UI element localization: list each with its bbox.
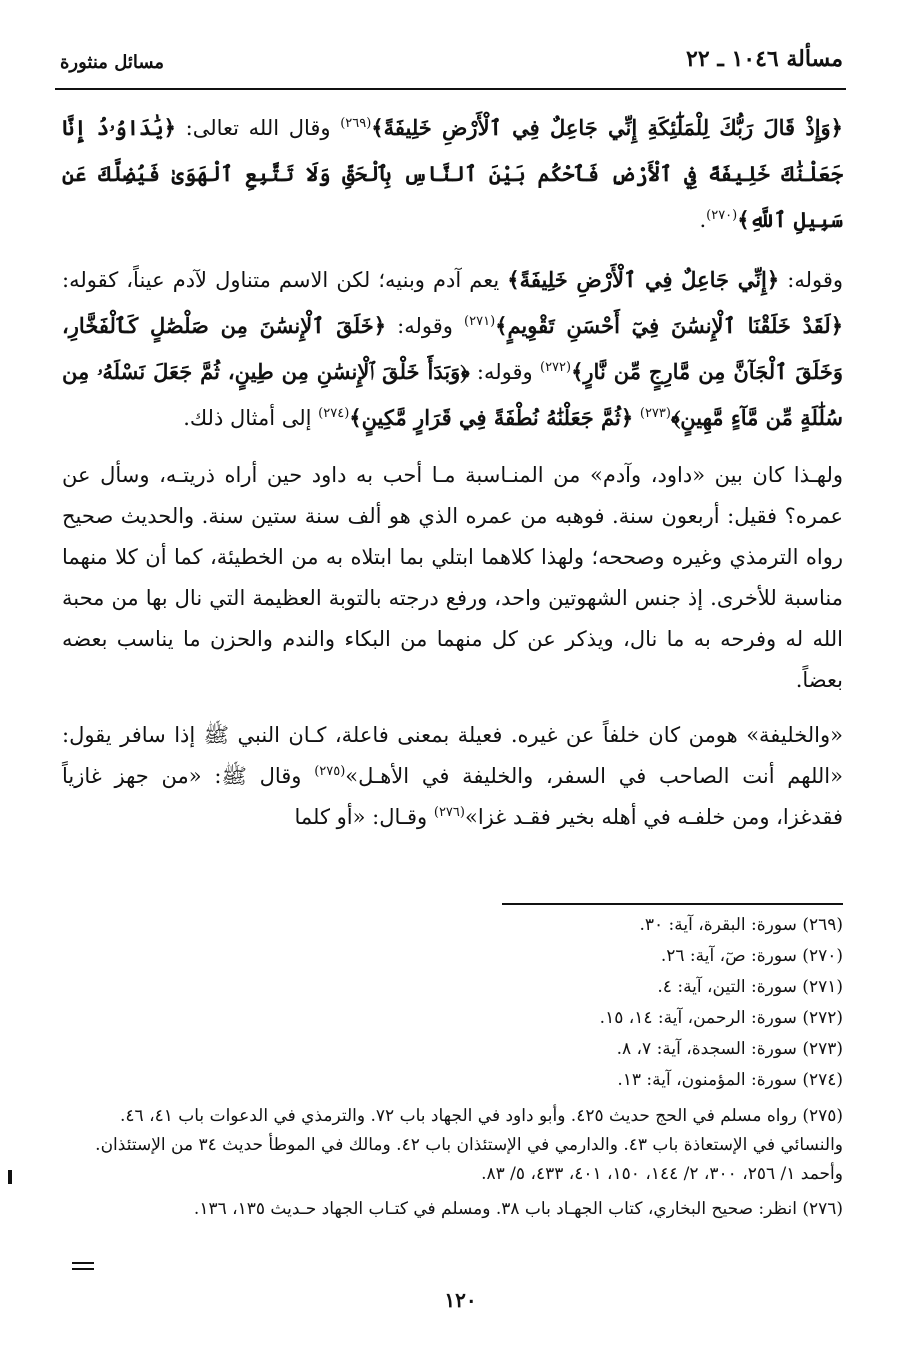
footnote-270: (٢٧٠) سورة: صٓ، آية: ٢٦.	[660, 946, 843, 966]
quran-verse: ﴿إِنِّي جَاعِلٌ فِي ٱلْأَرْضِ خَلِيفَةً﴾	[507, 267, 780, 292]
text-segment: وقوله:	[779, 268, 844, 292]
text-segment: وقوله:	[469, 360, 540, 384]
footnote-reference: (٢٧١)	[464, 314, 496, 329]
footnote-272: (٢٧٢) سورة: الرحمن، آية: ١٤، ١٥.	[599, 1008, 843, 1028]
main-text	[62, 105, 843, 852]
footnote-275: (٢٧٥) رواه مسلم في الحج حديث ٤٢٥. وأبو داود في الجهاد باب ٧٢. والترمذي في الدعوات باب ٤١، ٤٦. والنسائي في الإستعاذة باب ٤٣. والدارمي في الإستئذان باب ٤٢. ومالك في الموطأ حديث ٣٤ من الإستئذان. وأحمد ١/ ٢٥٦، ٣٠٠، ٢/ ١٤٤، ١٥٠، ٤٠١، ٤٣٣، ٥/ ٨٣.	[95, 1106, 843, 1184]
footnote-reference: (٢٧٥)	[314, 764, 346, 779]
footnote-273: (٢٧٣) سورة: السجدة، آية: ٧، ٨.	[616, 1039, 843, 1059]
issue-label: مسألة ١٠٤٦ ـ ٢٢	[686, 46, 843, 72]
text-segment: وقال ﷺ: «من جهز غازياً فقدغزا، ومن خلفـه في أهله بخير فقـد غزا»	[62, 764, 843, 829]
footnotes	[62, 910, 843, 1224]
page-header	[60, 40, 843, 80]
footnote-reference: (٢٧٦)	[433, 805, 465, 820]
quran-verse: ﴿وَبَدَأَ خَلْقَ ٱلْإِنسَٰنِ مِن طِينٍ، ثُمَّ جَعَلَ نَسْلَهُۥ مِن سُلَٰلَةٍ مِّن مَّآءٍ مَّهِينٍ﴾	[62, 359, 843, 430]
paragraph-4	[62, 715, 843, 838]
text-segment: «والخليفة» هومن كان خلفاً عن غيره. فعيلة بمعنى فاعلة، كـان النبي ﷺ إذا سافر يقول: «اللهم أنت الصاحب في السفر، والخليفة في الأهـل»	[62, 723, 843, 788]
text-segment: إلى أمثال ذلك.	[183, 406, 319, 430]
footnote-269: (٢٦٩) سورة: البقرة، آية: ٣٠.	[639, 915, 843, 935]
paragraph-2	[62, 257, 843, 441]
footnote-reference: (٢٧٤)	[318, 406, 350, 421]
footnote-divider	[502, 903, 843, 905]
text-segment: ولهـذا كان بين «داود، وآدم» من المنـاسبة مـا أحب به داود حين أراه ذريتـه، وسأل عن عمره؟ فقيل: أربعون سنة. فوهبه من عمره الذي هو ألف سنة ستين سنة. والحديث صحيح رواه الترمذي وغيره وصححه؛ ولهذا كلاهما ابتلي بما ابتلاه به من الخطيئة، كما أن كلا منهما مناسبة للأخرى. إذ جنس الشهوتين واحد، ورفع درجته بالتوبة العظيمة التي نال بها من محبة الله له وفرحه به ما نال، ويذكر عن كل منهما من البكاء والندم والحزن ما يناسب بعضه بعضاً.	[62, 463, 843, 692]
book-title: مسائل منثورة	[60, 52, 165, 73]
footnote-reference: (٢٧٢)	[540, 360, 572, 375]
text-segment: وقـال: «أو كلما	[294, 805, 434, 829]
paragraph-3	[62, 455, 843, 701]
footnote-reference: (٢٧٠)	[706, 208, 738, 223]
footnote-276: (٢٧٦) انظر: صحيح البخاري، كتاب الجهـاد باب ٣٨. ومسلم في كتـاب الجهاد حـديث ١٣٥، ١٣٦.	[193, 1199, 843, 1219]
scan-dash-mark	[72, 1262, 94, 1264]
footnote-reference: (٢٧٣)	[639, 406, 671, 421]
paragraph-1	[62, 105, 843, 243]
footnote-271: (٢٧١) سورة: التين، آية: ٤.	[657, 977, 843, 997]
text-segment: .	[699, 208, 707, 232]
text-segment: وقوله:	[386, 314, 465, 338]
footnote-274: (٢٧٤) سورة: المؤمنون، آية: ١٣.	[617, 1070, 843, 1090]
quran-verse: ﴿يَٰدَاوُۥدُ إِنَّا جَعَلْنَٰكَ خَلِيفَةً فِي ٱلْأَرْضِ فَٱحْكُم بَيْنَ ٱلنَّاسِ بِٱلْحَقِّ وَلَا تَتَّبِعِ ٱلْهَوَىٰ فَيُضِلَّكَ عَن سَبِيلِ ٱللَّهِ﴾	[62, 115, 843, 232]
text-segment: يعم آدم وبنيه؛ لكن الاسم متناول لآدم عيناً، كقوله:	[62, 268, 508, 292]
header-divider	[55, 88, 846, 90]
quran-verse: ﴿ثُمَّ جَعَلْنَٰهُ نُطْفَةً فِي قَرَارٍ مَّكِينٍ﴾	[349, 405, 634, 430]
scan-dash-mark-2	[72, 1268, 94, 1270]
quran-verse: ﴿لَقَدْ خَلَقْنَا ٱلْإِنسَٰنَ فِيٓ أَحْسَنِ تَقْوِيمٍ﴾	[495, 313, 844, 338]
quran-verse: ﴿خَلَقَ ٱلْإِنسَٰنَ مِن صَلْصَٰلٍ كَٱلْفَخَّارِ، وَخَلَقَ ٱلْجَآنَّ مِن مَّارِجٍ مِّن نَّارٍ﴾	[62, 313, 843, 384]
text-segment	[633, 406, 640, 430]
quran-verse: ﴿وَإِذْ قَالَ رَبُّكَ لِلْمَلَٰٓئِكَةِ إِنِّي جَاعِلٌ فِي ٱلْأَرْضِ خَلِيفَةً﴾	[371, 115, 843, 140]
footnote-reference: (٢٦٩)	[340, 116, 372, 131]
page-number: ١٢٠	[444, 1288, 477, 1312]
text-segment: وقال الله تعالى:	[175, 116, 341, 140]
scan-edge-mark	[8, 1170, 12, 1184]
